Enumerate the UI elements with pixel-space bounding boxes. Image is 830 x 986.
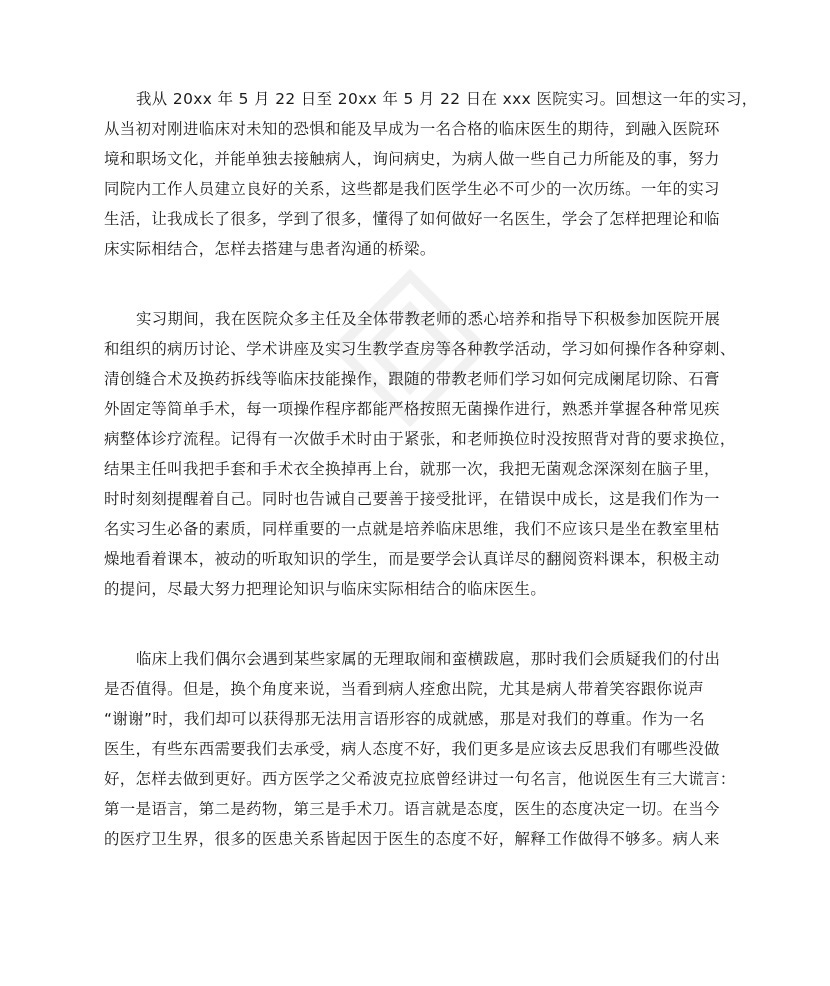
text-line: 结果主任叫我把手套和手术衣全换掉再上台，就那一次，我把无菌观念深深刻在脑子里， (104, 460, 720, 478)
text-line: 好，怎样去做到更好。西方医学之父希波克拉底曾经讲过一句名言，他说医生有三大谎言： (104, 770, 736, 788)
text-line: 我从 20xx 年 5 月 22 日至 20xx 年 5 月 22 日在 xxx 医院实习。回想这一年的实习， (136, 90, 758, 108)
text-line: 实习期间，我在医院众多主任及全体带教老师的悉心培养和指导下积极参加医院开展 (136, 310, 721, 328)
text-line: 时时刻刻提醒着自己。同时也告诫自己要善于接受批评，在错误中成长，这是我们作为一 (104, 490, 720, 508)
text-line: 外固定等简单手术，每一项操作程序都能严格按照无菌操作进行，熟悉并掌握各种常见疾 (104, 400, 720, 418)
document-body (104, 84, 758, 894)
text-line: 的医疗卫生界，很多的医患关系皆起因于医生的态度不好，解释工作做得不够多。病人来 (104, 830, 720, 848)
text-line: 第一是语言，第二是药物，第三是手术刀。语言就是态度，医生的态度决定一切。在当今 (104, 800, 720, 818)
text-line: 燥地看着课本，被动的听取知识的学生，而是要学会认真详尽的翻阅资料课本，积极主动 (104, 550, 720, 568)
paragraph-2 (104, 304, 736, 604)
text-line: “谢谢”时，我们却可以获得那无法用言语形容的成就感，那是对我们的尊重。作为一名 (104, 710, 706, 728)
text-line: 境和职场文化，并能单独去接触病人，询问病史，为病人做一些自己力所能及的事，努力 (104, 150, 720, 168)
paragraph-3 (104, 644, 736, 854)
text-line: 病整体诊疗流程。记得有一次做手术时由于紧张，和老师换位时没按照背对背的要求换位， (104, 430, 736, 448)
text-line: 医生，有些东西需要我们去承受，病人态度不好，我们更多是应该去反思我们有哪些没做 (104, 740, 720, 758)
paragraph-1 (104, 84, 758, 264)
text-line: 名实习生必备的素质，同样重要的一点就是培养临床思维，我们不应该只是坐在教室里枯 (104, 520, 720, 538)
text-line: 同院内工作人员建立良好的关系，这些都是我们医学生必不可少的一次历练。一年的实习 (104, 180, 720, 198)
text-line: 是否值得。但是，换个角度来说，当看到病人痊愈出院，尤其是病人带着笑容跟你说声 (104, 680, 705, 698)
text-line: 和组织的病历讨论、学术讲座及实习生教学查房等各种教学活动，学习如何操作各种穿刺、 (104, 340, 736, 358)
text-line: 临床上我们偶尔会遇到某些家属的无理取闹和蛮横跋扈，那时我们会质疑我们的付出 (136, 650, 721, 668)
text-line: 床实际相结合，怎样去搭建与患者沟通的桥梁。 (104, 240, 436, 258)
text-line: 从当初对刚进临床对未知的恐惧和能及早成为一名合格的临床医生的期待，到融入医院环 (104, 120, 720, 138)
text-line: 的提问，尽最大努力把理论知识与临床实际相结合的临床医生。 (104, 580, 547, 598)
text-line: 清创缝合术及换药拆线等临床技能操作，跟随的带教老师们学习如何完成阑尾切除、石膏 (104, 370, 720, 388)
text-line: 生活，让我成长了很多，学到了很多，懂得了如何做好一名医生，学会了怎样把理论和临 (104, 210, 720, 228)
